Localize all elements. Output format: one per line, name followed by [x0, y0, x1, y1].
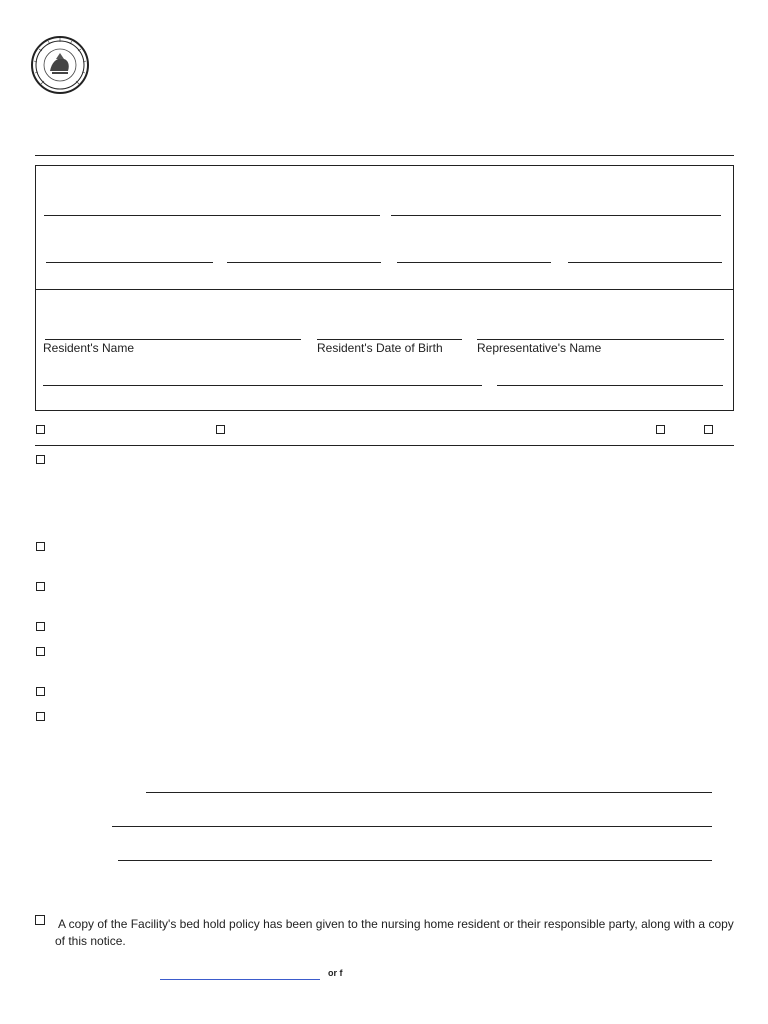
representative-name-label: Representative's Name [477, 341, 602, 355]
footer-text: or f [328, 968, 343, 978]
reason-checkbox-2[interactable] [36, 542, 45, 551]
signature-line-1[interactable] [146, 792, 712, 793]
reason-checkbox-3[interactable] [36, 582, 45, 591]
option-checkbox-1[interactable] [36, 425, 45, 434]
facility-field-line-3[interactable] [46, 262, 213, 263]
copy-given-statement: A copy of the Facility's bed hold policy has been given to the nursing home resident or their responsible party, along with a copy of this notice. [55, 917, 734, 948]
reason-checkbox-4[interactable] [36, 622, 45, 631]
phone-field-line[interactable] [497, 385, 723, 386]
facility-field-line-4[interactable] [227, 262, 381, 263]
facility-field-line-2[interactable] [391, 215, 721, 216]
header-divider [35, 155, 734, 156]
facility-field-line-1[interactable] [44, 215, 380, 216]
facility-field-line-6[interactable] [568, 262, 722, 263]
facility-field-line-5[interactable] [397, 262, 551, 263]
address-field-line[interactable] [43, 385, 482, 386]
resident-dob-field[interactable] [317, 339, 462, 340]
box-section-divider [36, 289, 733, 290]
option-checkbox-2[interactable] [216, 425, 225, 434]
state-seal-logo [30, 35, 90, 95]
reason-checkbox-5[interactable] [36, 647, 45, 656]
resident-dob-label: Resident's Date of Birth [317, 341, 443, 355]
options-divider [35, 445, 734, 446]
option-checkbox-4[interactable] [704, 425, 713, 434]
signature-line-2[interactable] [112, 826, 712, 827]
representative-name-field[interactable] [477, 339, 724, 340]
footer-link-line[interactable] [160, 979, 320, 980]
resident-name-label: Resident's Name [43, 341, 134, 355]
reason-checkbox-7[interactable] [36, 712, 45, 721]
option-checkbox-3[interactable] [656, 425, 665, 434]
resident-info-box [35, 165, 734, 411]
reason-checkbox-6[interactable] [36, 687, 45, 696]
signature-line-3[interactable] [118, 860, 712, 861]
copy-given-checkbox[interactable] [35, 915, 45, 925]
reason-checkbox-1[interactable] [36, 455, 45, 464]
resident-name-field[interactable] [45, 339, 301, 340]
